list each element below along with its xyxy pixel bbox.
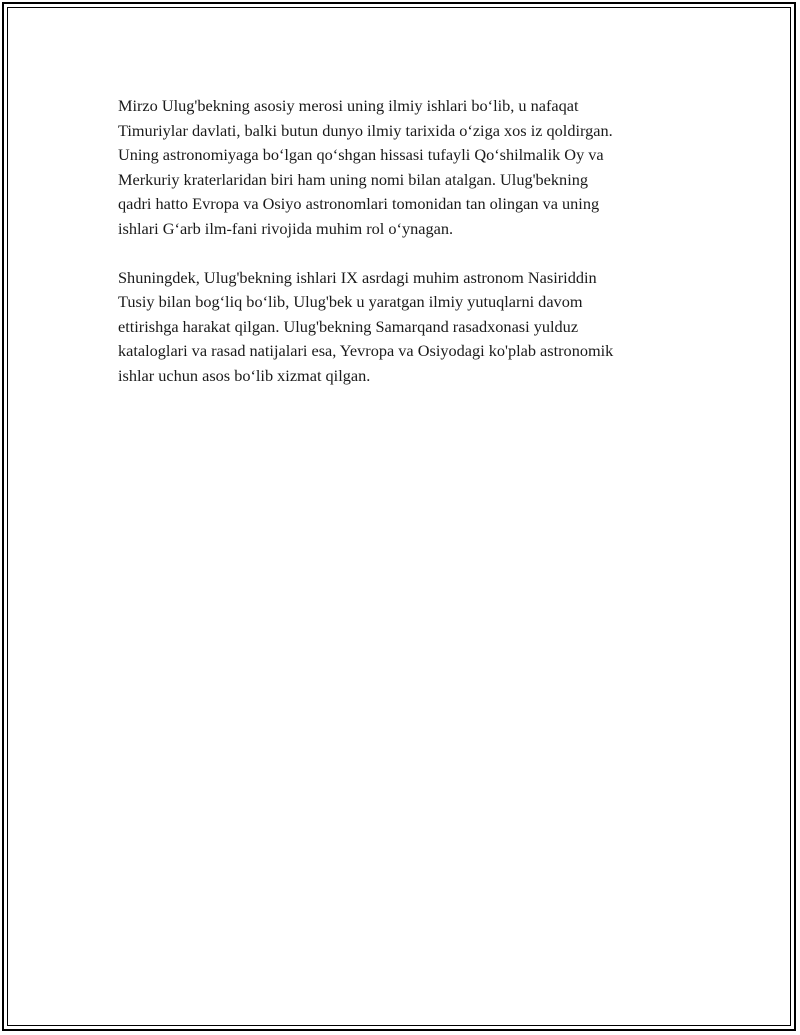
document-body (118, 94, 698, 413)
paragraph-1: Mirzo Ulug'bekning asosiy merosi uning ilmiy ishlari bo‘lib, u nafaqat Timuriylar davlati, balki butun dunyo ilmiy tarixida o‘ziga xos iz qoldirgan. Uning astronomiyaga bo‘lgan qo‘shgan hissasi tufayli Qo‘shilmalik Oy va Merkuriy kraterlaridan biri ham uning nomi bilan atalgan. Ulug'bekning qadri hatto Evropa va Osiyo astronomlari tomonidan tan olingan va uning ishlari G‘arb ilm-fani rivojida muhim rol o‘ynagan. (118, 96, 613, 238)
paragraph-2: Shuningdek, Ulug'bekning ishlari IX asrdagi muhim astronom Nasiriddin Tusiy bilan bog‘liq bo‘lib, Ulug'bek u yaratgan ilmiy yutuqlarni davom ettirishga harakat qilgan. Ulug'bekning Samarqand rasadxonasi yulduz kataloglari va rasad natijalari esa, Yevropa va Osiyodagi ko'plab astronomik ishlar uchun asos bo‘lib xizmat qilgan. (118, 267, 614, 385)
